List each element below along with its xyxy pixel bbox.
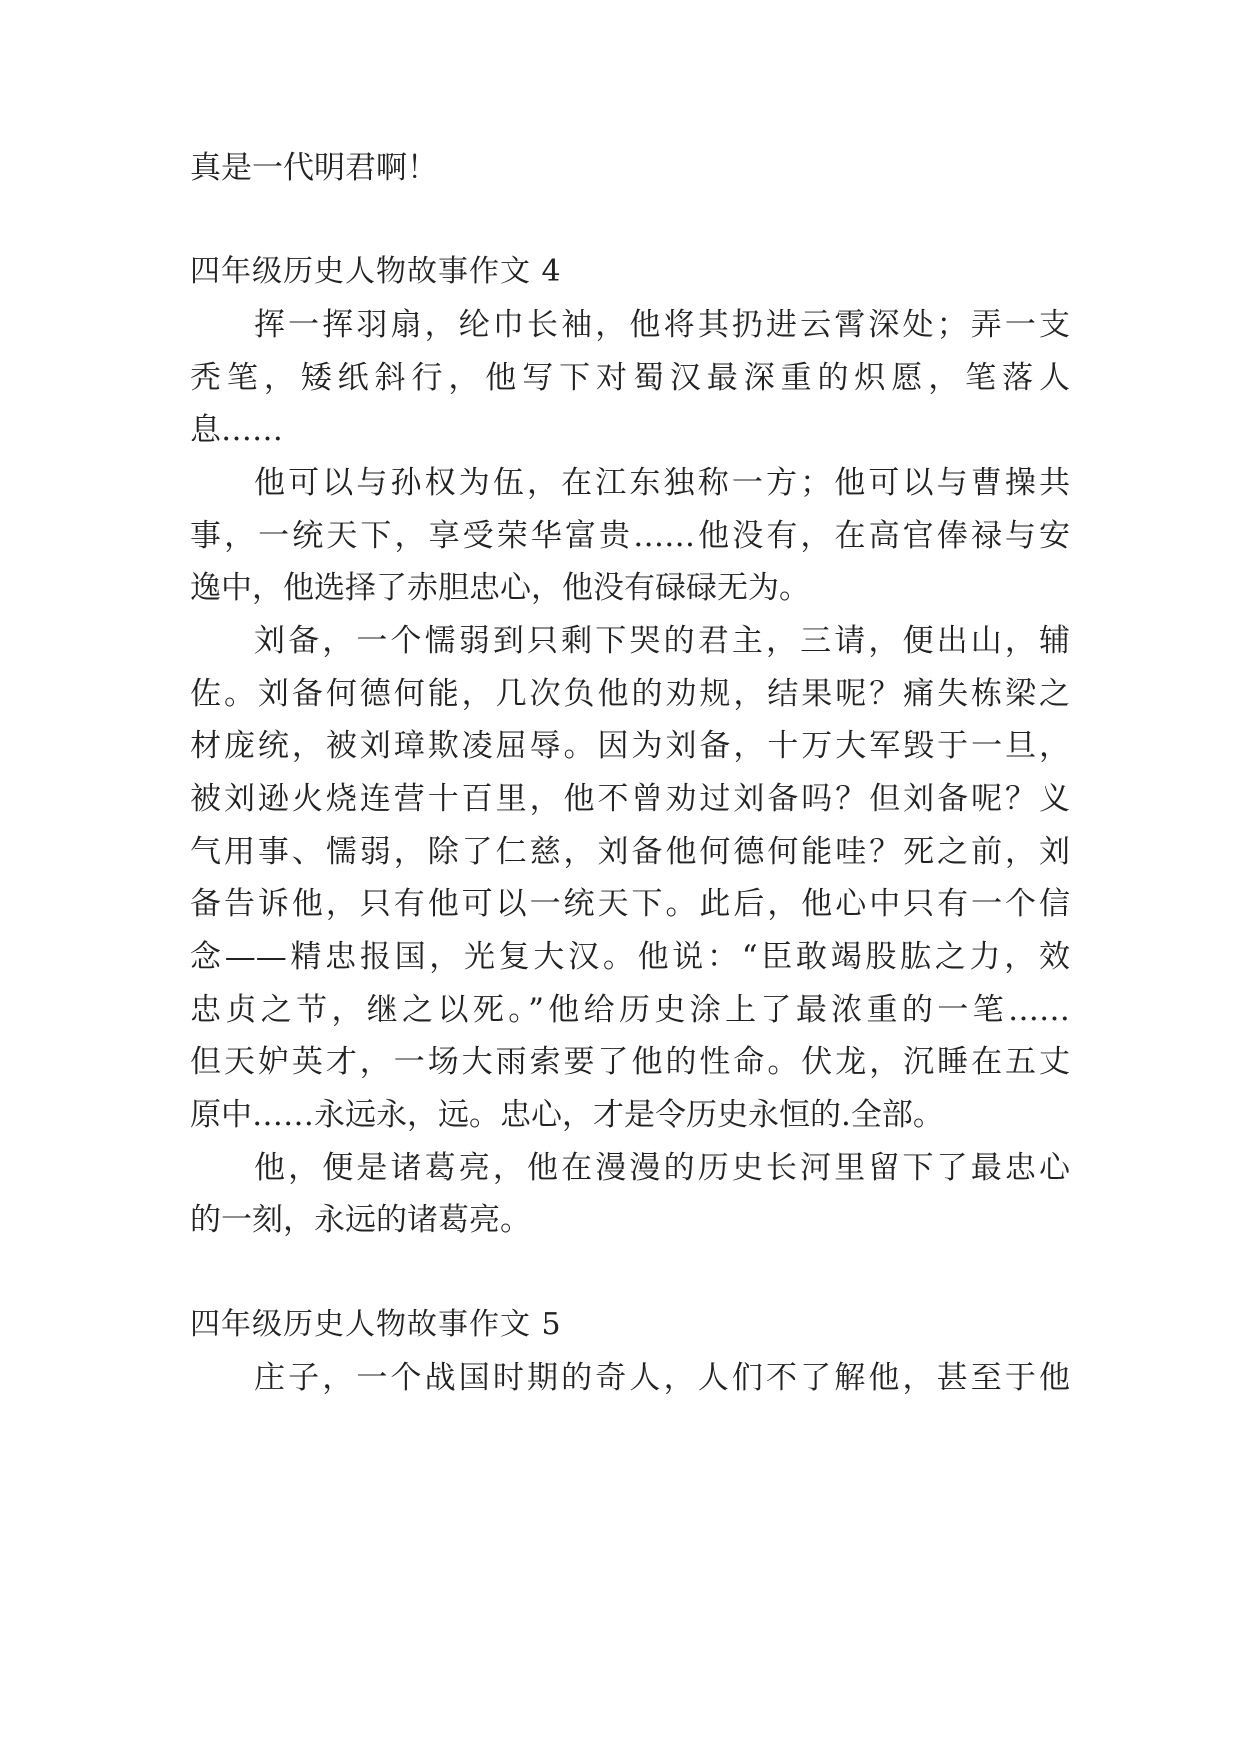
text-line: 佐。刘备何德何能，几次负他的劝规，结果呢？痛失栋梁之 bbox=[190, 676, 1070, 712]
text-line: 秃笔，矮纸斜行，他写下对蜀汉最深重的炽愿，笔落人 bbox=[190, 360, 1070, 396]
section-heading: 四年级历史人物故事作文 4 bbox=[190, 254, 562, 289]
text-line: 逸中，他选择了赤胆忠心，他没有碌碌无为。 bbox=[190, 570, 810, 606]
text-line: 念——精忠报国，光复大汉。他说：“臣敢竭股肱之力，效 bbox=[190, 939, 1070, 975]
text-line: 挥一挥羽扇，纶巾长袖，他将其扔进云霄深处；弄一支 bbox=[254, 307, 1070, 343]
text-line: 事，一统天下，享受荣华富贵……他没有，在高官俸禄与安 bbox=[190, 518, 1070, 554]
text-line: 息…… bbox=[190, 412, 283, 448]
text-line: 但天妒英才，一场大雨索要了他的性命。伏龙，沉睡在五丈 bbox=[190, 1044, 1070, 1080]
text-line: 原中……永远永，远。忠心，才是令历史永恒的.全部。 bbox=[190, 1097, 944, 1133]
text-line: 真是一代明君啊！ bbox=[190, 150, 438, 186]
text-line: 的一刻，永远的诸葛亮。 bbox=[190, 1202, 531, 1238]
text-line: 被刘逊火烧连营十百里，他不曾劝过刘备吗？但刘备呢？义 bbox=[190, 781, 1070, 817]
text-line: 庄子，一个战国时期的奇人，人们不了解他，甚至于他 bbox=[254, 1360, 1070, 1396]
text-line: 刘备，一个懦弱到只剩下哭的君主，三请，便出山，辅 bbox=[254, 623, 1070, 659]
text-line: 他可以与孙权为伍，在江东独称一方；他可以与曹操共 bbox=[254, 465, 1070, 501]
text-line: 忠贞之节，继之以死。”他给历史涂上了最浓重的一笔…… bbox=[190, 992, 1070, 1028]
text-line: 备告诉他，只有他可以一统天下。此后，他心中只有一个信 bbox=[190, 886, 1070, 922]
text-line: 他，便是诸葛亮，他在漫漫的历史长河里留下了最忠心 bbox=[254, 1150, 1070, 1186]
text-line: 气用事、懦弱，除了仁慈，刘备他何德何能哇？死之前，刘 bbox=[190, 834, 1070, 870]
text-line: 材庞统，被刘璋欺凌屈辱。因为刘备，十万大军毁于一旦， bbox=[190, 728, 1070, 764]
section-heading: 四年级历史人物故事作文 5 bbox=[190, 1307, 562, 1342]
